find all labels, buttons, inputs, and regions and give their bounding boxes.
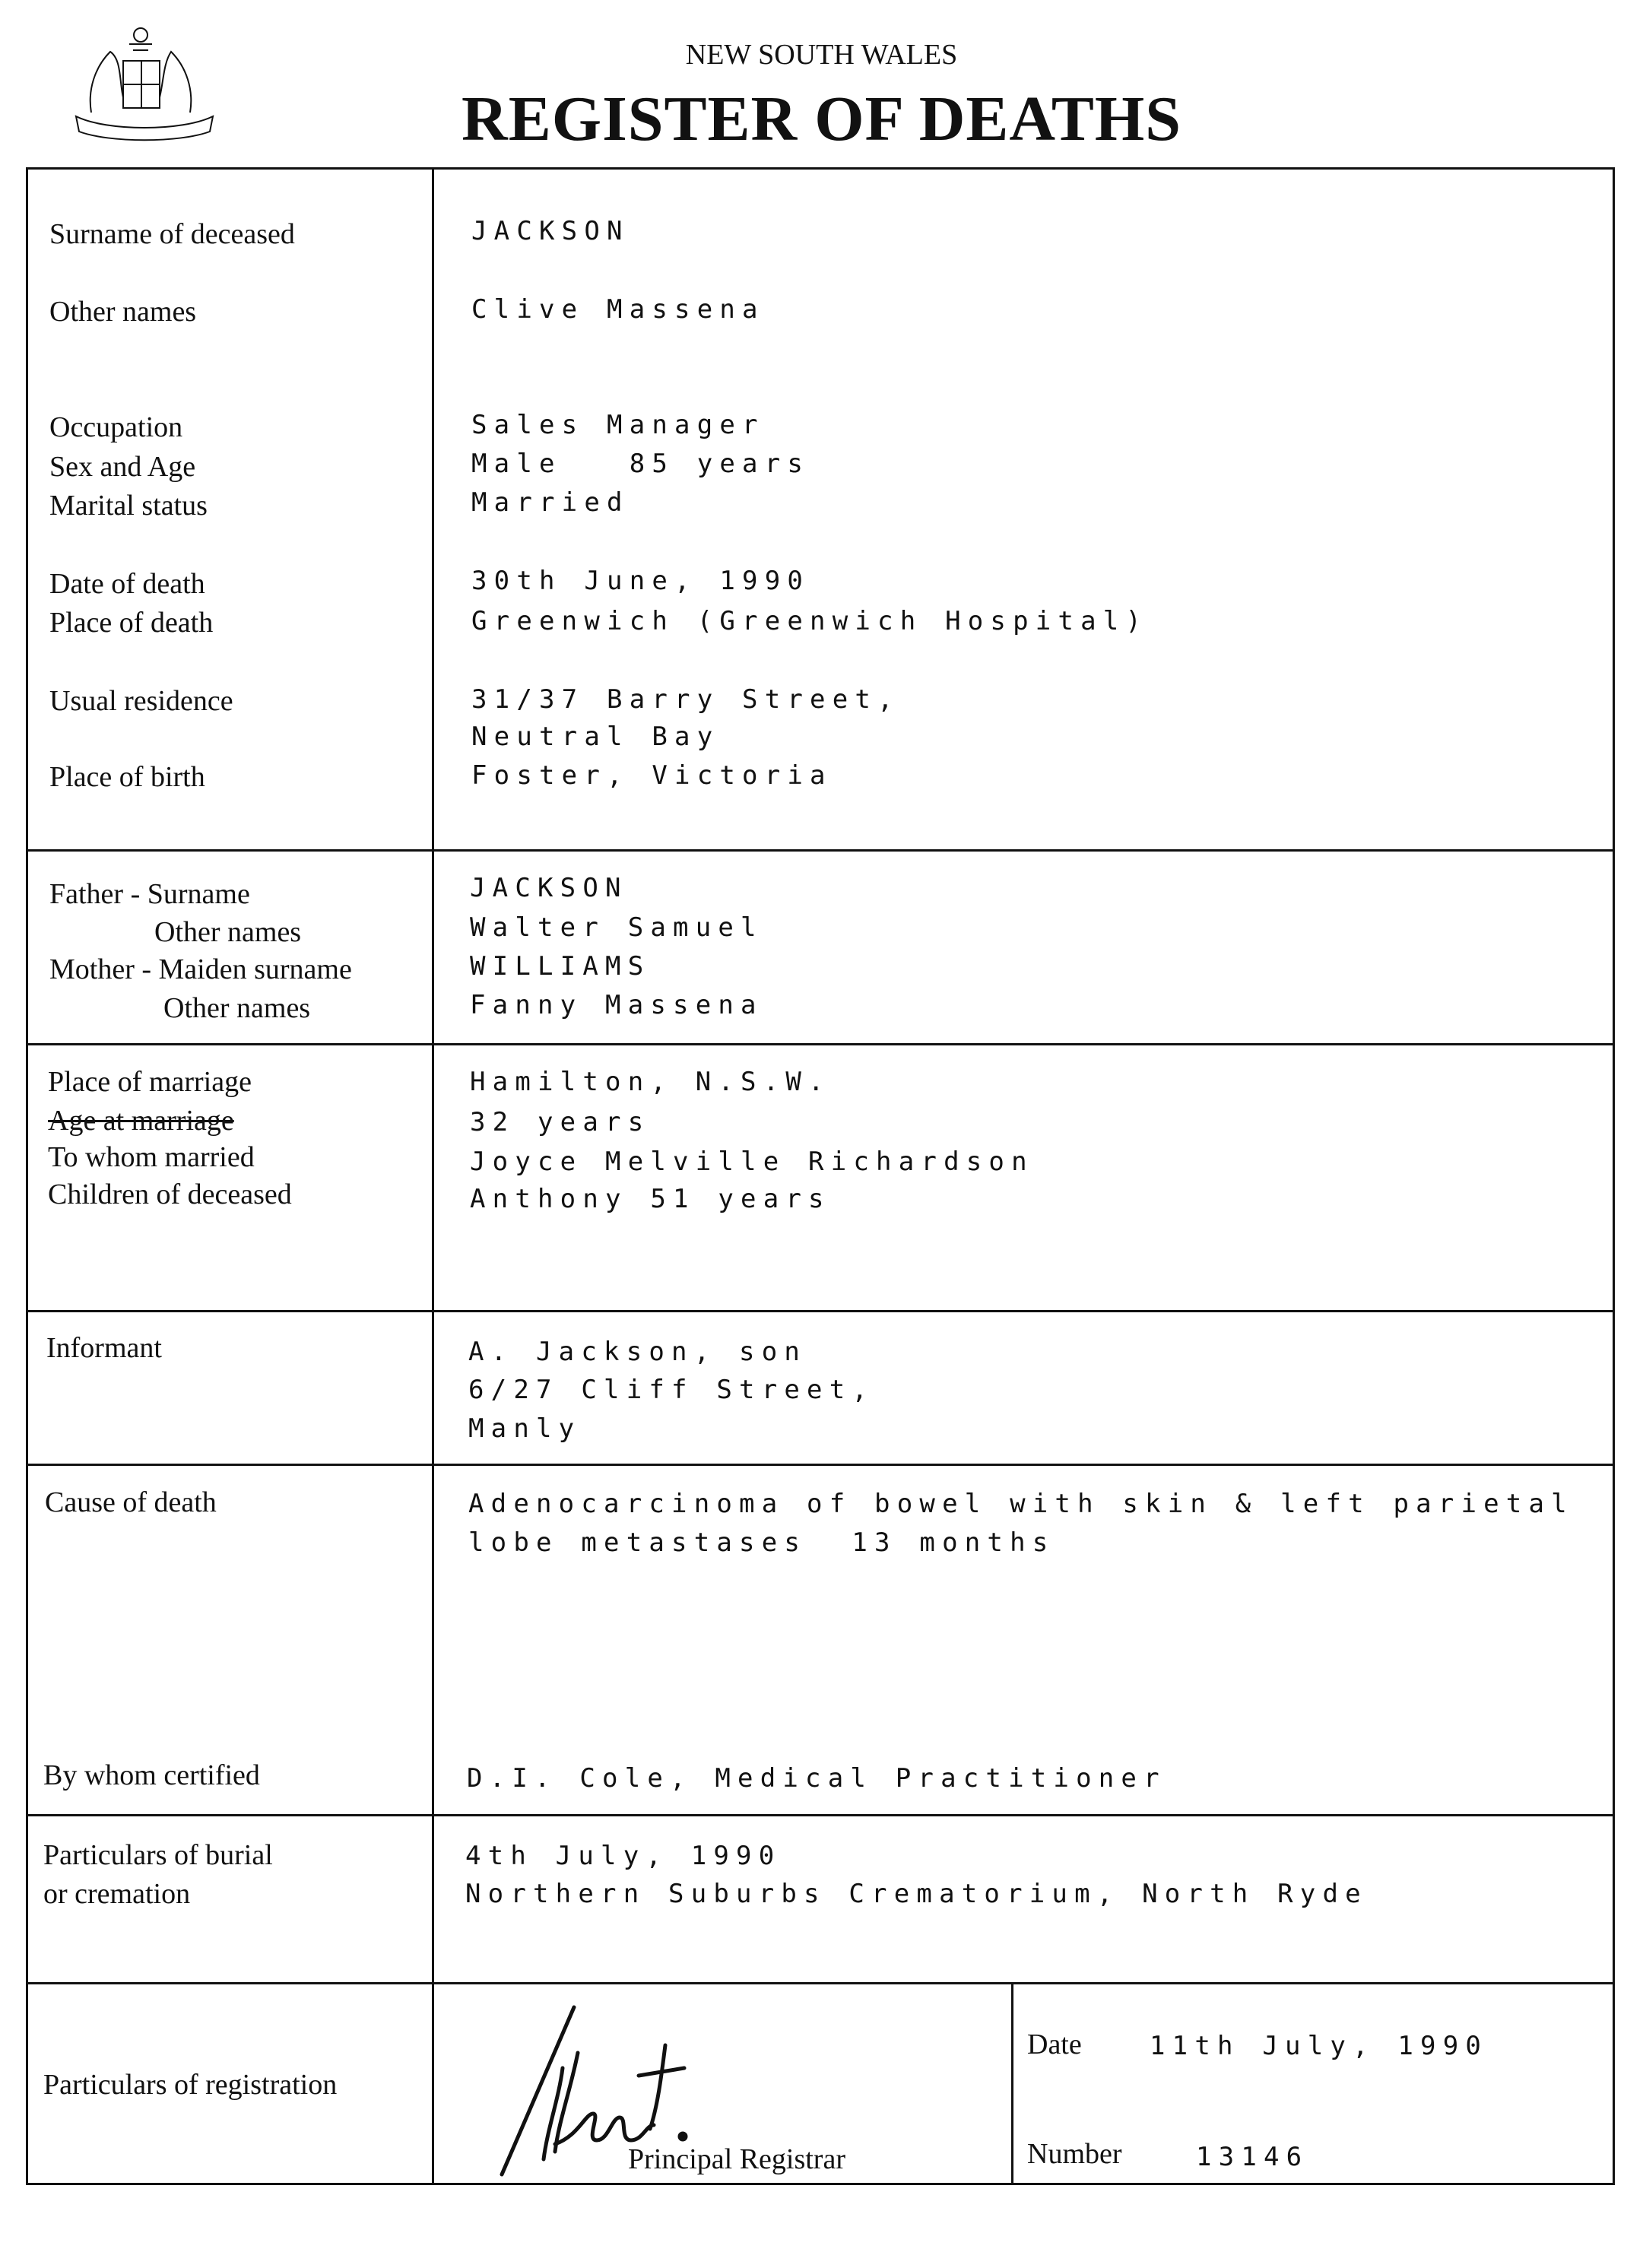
burial-place: Northern Suburbs Crematorium, North Ryde bbox=[465, 1879, 1368, 1909]
marital-label: Marital status bbox=[49, 490, 208, 522]
sex-age-value: Male 85 years bbox=[471, 449, 810, 479]
registration-date-label: Date bbox=[1027, 2029, 1082, 2060]
occupation-label: Occupation bbox=[49, 411, 183, 443]
page-title: REGISTER OF DEATHS bbox=[461, 84, 1182, 154]
registration-date-value: 11th July, 1990 bbox=[1150, 2031, 1489, 2061]
registration-label: Particulars of registration bbox=[43, 2069, 338, 2101]
burial-label-line2: or cremation bbox=[43, 1878, 191, 1910]
sex-age-label: Sex and Age bbox=[49, 451, 196, 483]
informant-label: Informant bbox=[46, 1332, 162, 1364]
state-heading: NEW SOUTH WALES bbox=[685, 39, 958, 71]
marital-value: Married bbox=[471, 487, 630, 518]
informant-line2: 6/27 Cliff Street, bbox=[468, 1375, 875, 1405]
signatory-title: Principal Registrar bbox=[628, 2143, 845, 2175]
children-label: Children of deceased bbox=[48, 1178, 292, 1210]
certified-label: By whom certified bbox=[43, 1759, 260, 1791]
other-names-label: Other names bbox=[49, 296, 197, 328]
father-other-value: Walter Samuel bbox=[470, 912, 763, 943]
father-surname-value: JACKSON bbox=[470, 873, 628, 903]
row-divider bbox=[26, 1814, 1615, 1816]
table-border-right bbox=[1613, 167, 1615, 2185]
surname-label: Surname of deceased bbox=[49, 218, 295, 250]
cause-label: Cause of death bbox=[45, 1486, 217, 1518]
birthplace-label: Place of birth bbox=[49, 761, 205, 793]
spouse-value: Joyce Melville Richardson bbox=[470, 1147, 1034, 1177]
marriage-place-value: Hamilton, N.S.W. bbox=[470, 1067, 831, 1097]
row-divider bbox=[26, 1982, 1615, 1984]
row-divider bbox=[26, 849, 1615, 852]
cause-line2: lobe metastases 13 months bbox=[468, 1527, 1055, 1558]
mother-other-label: Other names bbox=[163, 992, 311, 1024]
row-divider bbox=[26, 1464, 1615, 1466]
marriage-age-label: Age at marriage bbox=[48, 1105, 234, 1137]
mother-surname-label: Mother - Maiden surname bbox=[49, 953, 352, 985]
father-surname-label: Father - Surname bbox=[49, 878, 250, 910]
residence-line2: Neutral Bay bbox=[471, 722, 720, 752]
table-border-left bbox=[26, 167, 28, 2185]
informant-line1: A. Jackson, son bbox=[468, 1337, 807, 1367]
date-of-death-value: 30th June, 1990 bbox=[471, 566, 810, 596]
registration-number-value: 13146 bbox=[1196, 2142, 1309, 2172]
marriage-place-label: Place of marriage bbox=[48, 1066, 252, 1098]
mother-surname-value: WILLIAMS bbox=[470, 951, 651, 982]
father-other-label: Other names bbox=[154, 916, 302, 948]
date-of-death-label: Date of death bbox=[49, 568, 205, 600]
registration-number-label: Number bbox=[1027, 2138, 1122, 2170]
spouse-label: To whom married bbox=[48, 1141, 255, 1173]
registration-divider bbox=[1011, 1982, 1013, 2185]
column-divider bbox=[432, 167, 434, 2185]
occupation-value: Sales Manager bbox=[471, 410, 765, 440]
row-divider bbox=[26, 1043, 1615, 1045]
mother-other-value: Fanny Massena bbox=[470, 990, 763, 1020]
other-names-value: Clive Massena bbox=[471, 294, 765, 325]
cause-line1: Adenocarcinoma of bowel with skin & left parietal bbox=[468, 1489, 1574, 1519]
place-of-death-label: Place of death bbox=[49, 607, 214, 639]
residence-line1: 31/37 Barry Street, bbox=[471, 684, 900, 715]
birthplace-value: Foster, Victoria bbox=[471, 760, 833, 791]
table-border-top bbox=[26, 167, 1615, 170]
certified-value: D.I. Cole, Medical Practitioner bbox=[467, 1763, 1166, 1794]
children-value: Anthony 51 years bbox=[470, 1184, 831, 1214]
burial-label-line1: Particulars of burial bbox=[43, 1839, 273, 1871]
surname-value: JACKSON bbox=[471, 216, 630, 246]
informant-line3: Manly bbox=[468, 1413, 582, 1444]
residence-label: Usual residence bbox=[49, 685, 233, 717]
table-border-bottom bbox=[26, 2183, 1615, 2185]
marriage-age-value: 32 years bbox=[470, 1107, 651, 1137]
row-divider bbox=[26, 1310, 1615, 1312]
place-of-death-value: Greenwich (Greenwich Hospital) bbox=[471, 606, 1149, 636]
burial-date: 4th July, 1990 bbox=[465, 1841, 782, 1871]
